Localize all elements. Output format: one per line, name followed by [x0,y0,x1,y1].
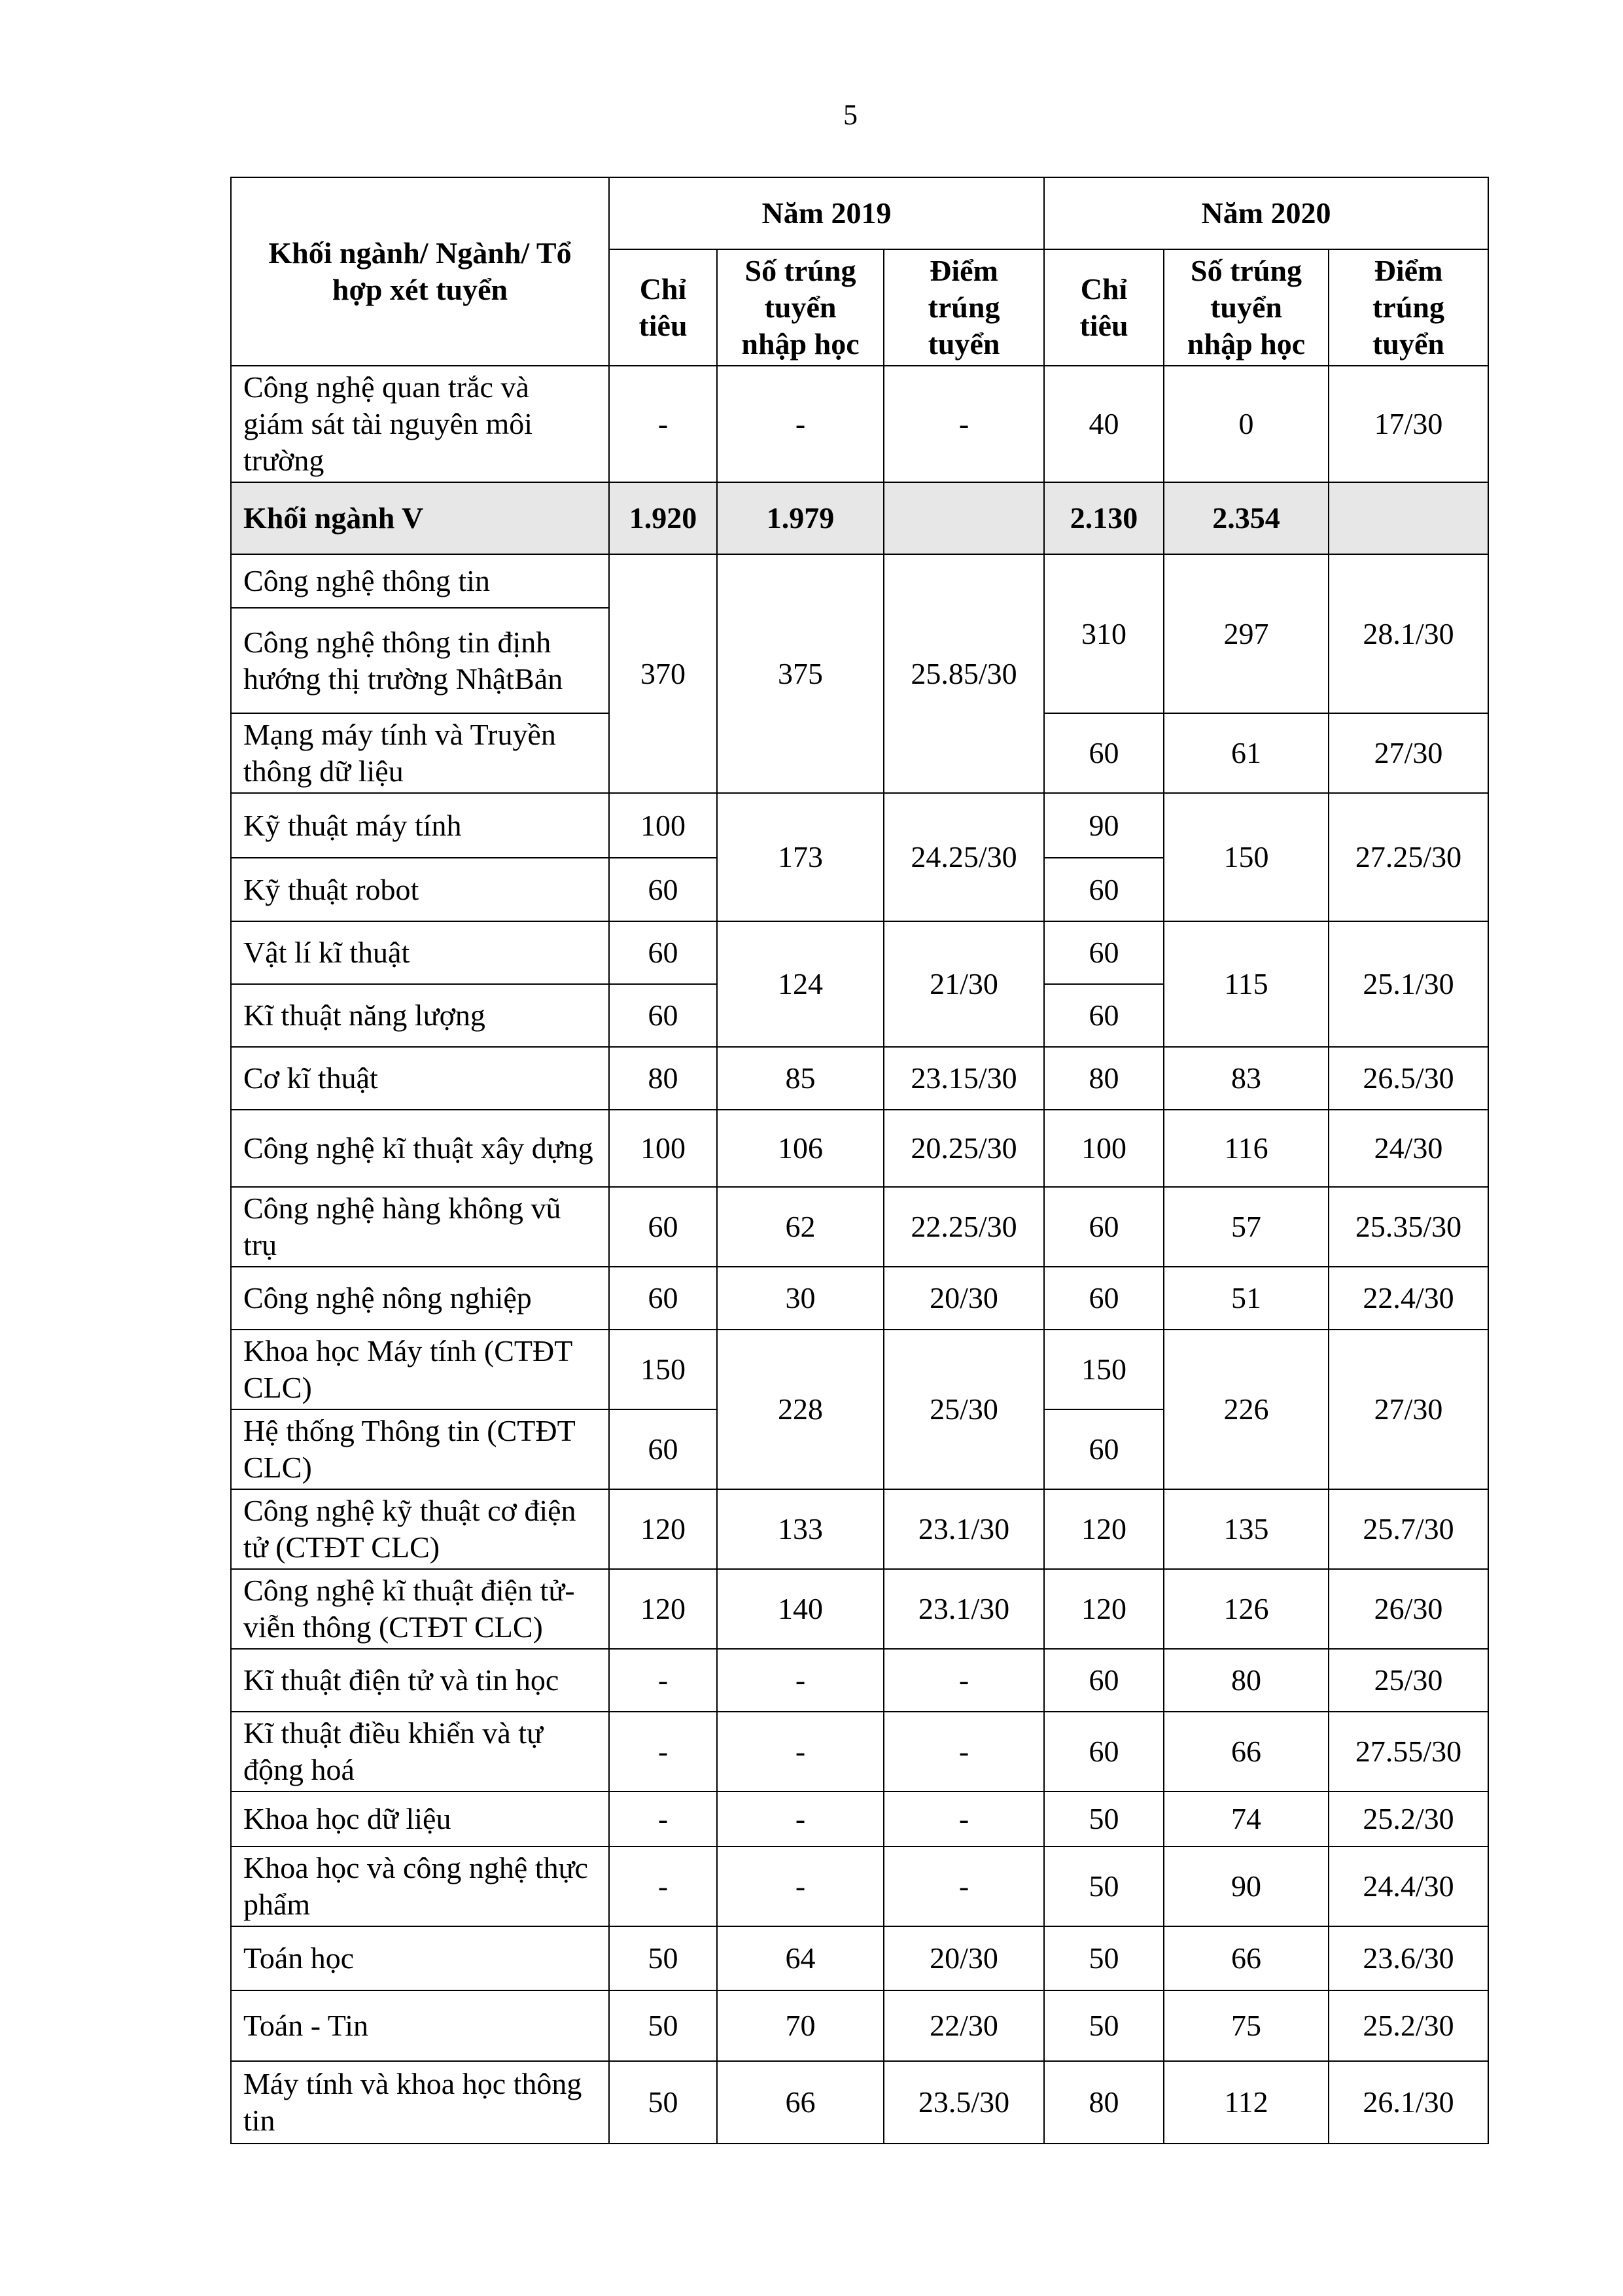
score-2020: 17/30 [1329,366,1488,482]
year-2019-header: Năm 2019 [609,177,1044,249]
table-row [231,1712,1488,1792]
quota-2019: 370 [609,554,717,793]
quota-2019: 60 [609,984,717,1047]
score-header-2019: Điểm trúng tuyển [884,249,1044,366]
admitted-2020: 80 [1164,1649,1329,1712]
admitted-2019: - [717,1649,884,1712]
admitted-2020: 112 [1164,2061,1329,2144]
table-row [231,554,1488,608]
score-2019: 25.85/30 [884,554,1044,793]
quota-2020: 50 [1044,1926,1164,1990]
quota-2020: 310 [1044,554,1164,713]
score-2019: 23.5/30 [884,2061,1044,2144]
quota-2020: 2.130 [1044,482,1164,554]
admitted-2020: 74 [1164,1792,1329,1846]
quota-2020: 50 [1044,1792,1164,1846]
admitted-2020: 61 [1164,713,1329,793]
admission-table [230,177,1489,2144]
table-row [231,1649,1488,1712]
quota-2019: 1.920 [609,482,717,554]
score-2019: 22/30 [884,1990,1044,2061]
major-name: Công nghệ thông tin định hướng thị trường NhậtBản [231,608,609,713]
quota-2020: 120 [1044,1569,1164,1649]
table-row [231,1187,1488,1267]
quota-2019: 60 [609,921,717,984]
admitted-2019: 173 [717,793,884,921]
score-2020: 23.6/30 [1329,1926,1488,1990]
table-row [231,366,1488,482]
major-name: Vật lí kĩ thuật [231,921,609,984]
major-name: Toán - Tin [231,1990,609,2061]
score-header-2020: Điểm trúng tuyển [1329,249,1488,366]
score-2020: 24/30 [1329,1110,1488,1187]
score-2019: - [884,366,1044,482]
admitted-2020: 66 [1164,1712,1329,1792]
table-row [231,1489,1488,1569]
admitted-2020: 126 [1164,1569,1329,1649]
quota-2020: 80 [1044,1047,1164,1110]
admitted-2020: 57 [1164,1187,1329,1267]
table-row [231,1110,1488,1187]
quota-header-2020: Chỉ tiêu [1044,249,1164,366]
score-2020: 24.4/30 [1329,1846,1488,1926]
score-2019: - [884,1649,1044,1712]
table-row [231,1926,1488,1990]
major-name: Cơ kĩ thuật [231,1047,609,1110]
major-name: Toán học [231,1926,609,1990]
quota-2020: 60 [1044,1267,1164,1330]
major-name: Khoa học Máy tính (CTĐT CLC) [231,1330,609,1409]
quota-2019: - [609,1649,717,1712]
quota-2019: 60 [609,1409,717,1489]
score-2020: 26/30 [1329,1569,1488,1649]
score-2019: 23.1/30 [884,1569,1044,1649]
admitted-2019: 375 [717,554,884,793]
admitted-2020: 226 [1164,1330,1329,1489]
quota-2019: 50 [609,1926,717,1990]
quota-2020: 100 [1044,1110,1164,1187]
score-2020: 25.35/30 [1329,1187,1488,1267]
table-row [231,2061,1488,2144]
group-name: Khối ngành V [231,482,609,554]
score-2020: 25.2/30 [1329,1792,1488,1846]
quota-2020: 50 [1044,1990,1164,2061]
admitted-header-2020: Số trúng tuyển nhập học [1164,249,1329,366]
quota-2020: 50 [1044,1846,1164,1926]
table-row [231,1330,1488,1409]
quota-2019: 50 [609,2061,717,2144]
table-row [231,1569,1488,1649]
major-name: Công nghệ hàng không vũ trụ [231,1187,609,1267]
admitted-header-2019: Số trúng tuyển nhập học [717,249,884,366]
admitted-2020: 75 [1164,1990,1329,2061]
major-name: Kĩ thuật năng lượng [231,984,609,1047]
admitted-2019: 30 [717,1267,884,1330]
admitted-2020: 297 [1164,554,1329,713]
score-2020: 27.55/30 [1329,1712,1488,1792]
score-2019: 20/30 [884,1926,1044,1990]
quota-2019: 60 [609,858,717,921]
score-2020: 27/30 [1329,713,1488,793]
score-2019: 22.25/30 [884,1187,1044,1267]
quota-2019: - [609,1846,717,1926]
admitted-2019: 133 [717,1489,884,1569]
score-2020: 27/30 [1329,1330,1488,1489]
quota-2020: 80 [1044,2061,1164,2144]
score-2020: 27.25/30 [1329,793,1488,921]
quota-2019: 80 [609,1047,717,1110]
admitted-2019: - [717,1712,884,1792]
table-row [231,1792,1488,1846]
quota-2019: 120 [609,1489,717,1569]
major-name: Máy tính và khoa học thông tin [231,2061,609,2144]
table-row [231,1047,1488,1110]
quota-2019: 50 [609,1990,717,2061]
admitted-2019: 64 [717,1926,884,1990]
admitted-2020: 90 [1164,1846,1329,1926]
major-name: Hệ thống Thông tin (CTĐT CLC) [231,1409,609,1489]
major-name: Công nghệ nông nghiệp [231,1267,609,1330]
admitted-2019: 85 [717,1047,884,1110]
table-row [231,1990,1488,2061]
score-2020: 26.5/30 [1329,1047,1488,1110]
admitted-2020: 150 [1164,793,1329,921]
admitted-2020: 2.354 [1164,482,1329,554]
score-2020: 22.4/30 [1329,1267,1488,1330]
quota-2019: - [609,366,717,482]
score-2019: 21/30 [884,921,1044,1047]
score-2019: - [884,1846,1044,1926]
quota-2019: 60 [609,1267,717,1330]
quota-2019: 100 [609,793,717,858]
page-number: 5 [843,99,858,131]
score-2019: 25/30 [884,1330,1044,1489]
admitted-2019: - [717,366,884,482]
admitted-2020: 116 [1164,1110,1329,1187]
quota-2020: 90 [1044,793,1164,858]
quota-2020: 60 [1044,1409,1164,1489]
major-name: Công nghệ kĩ thuật xây dựng [231,1110,609,1187]
year-2020-header: Năm 2020 [1044,177,1488,249]
admitted-2019: 228 [717,1330,884,1489]
major-name: Kĩ thuật điều khiển và tự động hoá [231,1712,609,1792]
major-name: Công nghệ kĩ thuật điện tử-viễn thông (CTĐT CLC) [231,1569,609,1649]
table-row [231,921,1488,984]
quota-2019: - [609,1712,717,1792]
quota-2020: 60 [1044,984,1164,1047]
table-row [231,1267,1488,1330]
column-header-major: Khối ngành/ Ngành/ Tổ hợp xét tuyển [231,177,609,366]
score-2019: 20/30 [884,1267,1044,1330]
admitted-2019: 70 [717,1990,884,2061]
quota-2020: 60 [1044,1712,1164,1792]
admitted-2020: 0 [1164,366,1329,482]
quota-header-2019: Chỉ tiêu [609,249,717,366]
admitted-2019: 140 [717,1569,884,1649]
score-2020: 26.1/30 [1329,2061,1488,2144]
admitted-2020: 51 [1164,1267,1329,1330]
admitted-2020: 135 [1164,1489,1329,1569]
score-2020: 25.1/30 [1329,921,1488,1047]
major-name: Khoa học và công nghệ thực phẩm [231,1846,609,1926]
table-row [231,793,1488,858]
admitted-2019: 106 [717,1110,884,1187]
quota-2020: 60 [1044,921,1164,984]
quota-2020: 120 [1044,1489,1164,1569]
quota-2019: - [609,1792,717,1846]
score-2019: 23.1/30 [884,1489,1044,1569]
admitted-2020: 115 [1164,921,1329,1047]
admitted-2019: 1.979 [717,482,884,554]
major-name: Kỹ thuật máy tính [231,793,609,858]
group-row [231,482,1488,554]
admitted-2019: - [717,1846,884,1926]
admitted-2019: - [717,1792,884,1846]
quota-2019: 100 [609,1110,717,1187]
score-2019: 23.15/30 [884,1047,1044,1110]
quota-2020: 60 [1044,1187,1164,1267]
score-2019: - [884,1792,1044,1846]
score-2019: 24.25/30 [884,793,1044,921]
admitted-2020: 83 [1164,1047,1329,1110]
admitted-2020: 66 [1164,1926,1329,1990]
score-2020: 25.7/30 [1329,1489,1488,1569]
score-2019 [884,482,1044,554]
major-name: Công nghệ kỹ thuật cơ điện tử (CTĐT CLC) [231,1489,609,1569]
major-name: Kĩ thuật điện tử và tin học [231,1649,609,1712]
score-2020: 25/30 [1329,1649,1488,1712]
score-2019: 20.25/30 [884,1110,1044,1187]
quota-2019: 120 [609,1569,717,1649]
quota-2020: 40 [1044,366,1164,482]
score-2020: 28.1/30 [1329,554,1488,713]
quota-2020: 150 [1044,1330,1164,1409]
major-name: Công nghệ thông tin [231,554,609,608]
quota-2019: 150 [609,1330,717,1409]
score-2020: 25.2/30 [1329,1990,1488,2061]
header-row [231,177,1488,249]
major-name: Công nghệ quan trắc và giám sát tài nguyên môi trường [231,366,609,482]
admitted-2019: 66 [717,2061,884,2144]
quota-2020: 60 [1044,858,1164,921]
quota-2019: 60 [609,1187,717,1267]
admitted-2019: 124 [717,921,884,1047]
quota-2020: 60 [1044,1649,1164,1712]
score-2020 [1329,482,1488,554]
admitted-2019: 62 [717,1187,884,1267]
major-name: Khoa học dữ liệu [231,1792,609,1846]
quota-2020: 60 [1044,713,1164,793]
major-name: Kỹ thuật robot [231,858,609,921]
score-2019: - [884,1712,1044,1792]
major-name: Mạng máy tính và Truyền thông dữ liệu [231,713,609,793]
table-row [231,1846,1488,1926]
